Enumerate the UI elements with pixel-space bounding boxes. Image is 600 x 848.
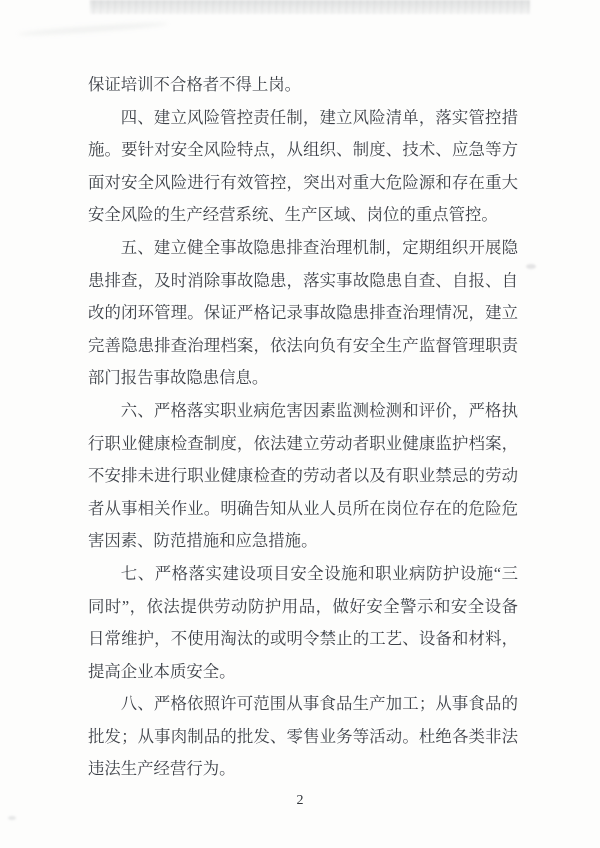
paragraph-item-5: 五、建立健全事故隐患排查治理机制，定期组织开展隐患排查，及时消除事故隐患，落实事故隐患自查、自报、自改的闭环管理。保证严格记录事故隐患排查治理情况，建立完善隐患排查治理档案，依法向负有安全生产监督管理职责部门报告事故隐患信息。	[88, 237, 518, 388]
page-number: 2	[296, 793, 304, 808]
paragraph-item-8: 八、严格依照许可范围从事食品生产加工；从事食品的批发；从事肉制品的批发、零售业务等活动。杜绝各类非法违法生产经营行为。	[88, 694, 518, 779]
paragraph-item-4: 四、建立风险管控责任制，建立风险清单，落实管控措施。要针对安全风险特点，从组织、制度、技术、应急等方面对安全风险进行有效管控，突出对重大危险源和存在重大安全风险的生产经营系统、生产区域、岗位的重点管控。	[88, 107, 518, 225]
paragraph-item-6: 六、严格落实职业病危害因素监测检测和评价，严格执行职业健康检查制度，依法建立劳动者职业健康监护档案，不安排未进行职业健康检查的劳动者以及有职业禁忌的劳动者从事相关作业。明确告知从业人员所在岗位存在的危险危害因素、防范措施和应急措施。	[88, 400, 518, 551]
paragraph-item-7: 七、严格落实建设项目安全设施和职业病防护设施“三同时”，依法提供劳动防护用品，做好安全警示和安全设备日常维护，不使用淘汰的或明令禁止的工艺、设备和材料，提高企业本质安全。	[88, 563, 518, 681]
paragraph-continuation: 保证培训不合格者不得上岗。	[88, 75, 302, 94]
scan-artifact-top-edge	[90, 0, 530, 14]
scan-smudge	[8, 816, 16, 820]
scan-smudge	[526, 264, 536, 269]
document-body	[88, 69, 518, 786]
scan-smudge	[18, 21, 168, 37]
